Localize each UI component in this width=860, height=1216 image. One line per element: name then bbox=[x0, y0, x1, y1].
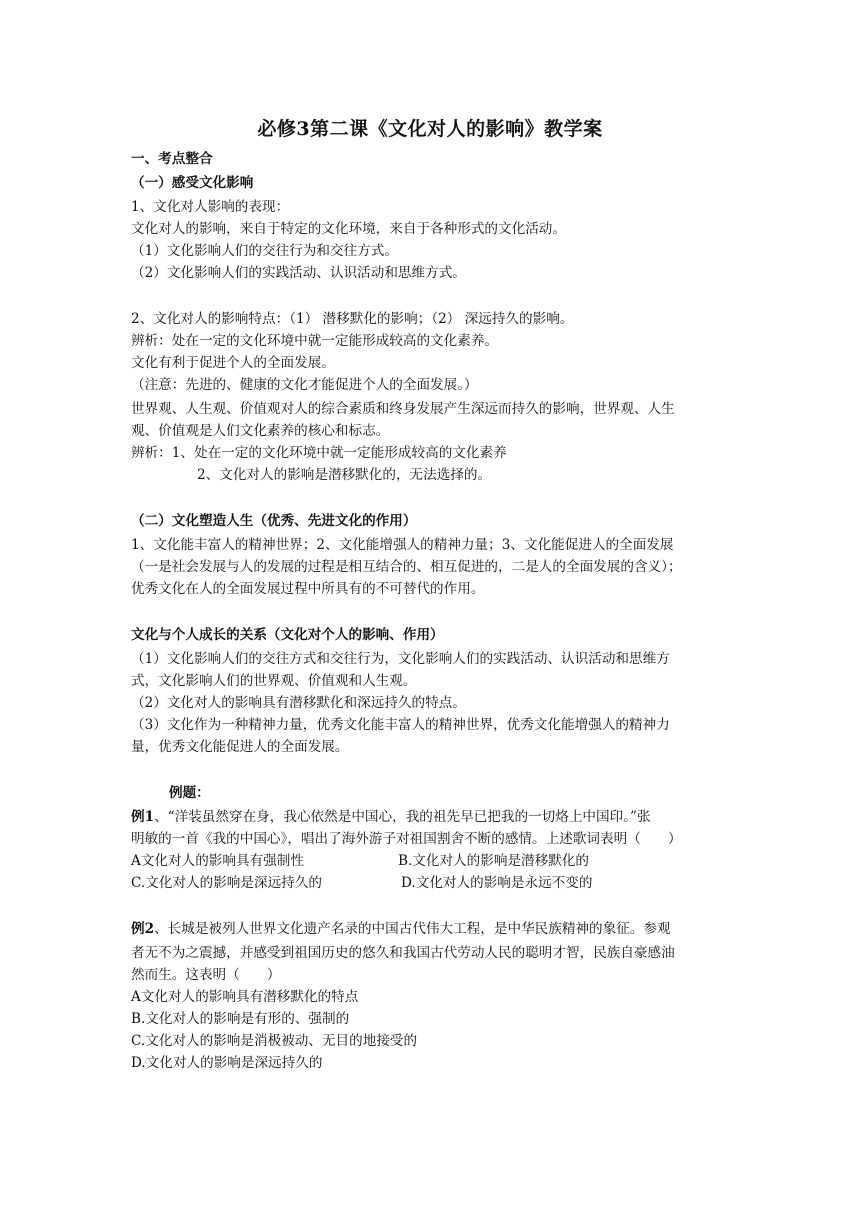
subsection-heading-1: （一）感受文化影响 bbox=[131, 175, 254, 191]
subsection-heading-2: （二）文化塑造人生（优秀、先进文化的作用） bbox=[131, 513, 417, 529]
example-2-line-2: 者无不为之震撼，并感受到祖国历史的悠久和我国古代劳动人民的聪明才智，民族自豪感油 bbox=[131, 945, 675, 961]
example-1-line-2: 明敏的一首《我的中国心》，唱出了海外游子对祖国割舍不断的感情。上述歌词表明（ ） bbox=[131, 831, 682, 847]
example-2-option-b: B.文化对人的影响是有形的、强制的 bbox=[131, 1011, 350, 1027]
text-line: 文化对人的影响，来自于特定的文化环境，来自于各种形式的文化活动。 bbox=[131, 221, 566, 237]
text-line: （2）文化对人的影响具有潜移默化和深远持久的特点。 bbox=[131, 695, 466, 711]
example-1-options-row-2 bbox=[131, 872, 743, 894]
text-line: 量，优秀文化能促进人的全面发展。 bbox=[131, 739, 349, 755]
example-2-line-1 bbox=[131, 918, 743, 940]
text-line: 式，文化影响人们的世界观、价值观和人生观。 bbox=[131, 673, 417, 689]
text-line: 世界观、人生观、价值观对人的综合素质和终身发展产生深远而持久的影响，世界观、人生 bbox=[131, 401, 675, 417]
example-2-line-3: 然而生。这表明（ ） bbox=[131, 967, 281, 983]
text-line: 1、文化能丰富人的精神世界；2、文化能增强人的精神力量；3、文化能促进人的全面发展 bbox=[131, 537, 674, 553]
text-line: 1、文化对人影响的表现： bbox=[131, 199, 290, 215]
example-1-label: 例1 bbox=[131, 809, 155, 825]
example-2-option-c: C.文化对人的影响是消极被动、无目的地接受的 bbox=[131, 1033, 418, 1049]
text-line: （2）文化影响人们的实践活动、认识活动和思维方式。 bbox=[131, 265, 466, 281]
example-1-line-1 bbox=[131, 806, 743, 828]
page-title: 必修3第二课《文化对人的影响》教学案 bbox=[257, 118, 603, 140]
text-line: （1）文化影响人们的交往行为和交往方式。 bbox=[131, 243, 398, 259]
text-line: 优秀文化在人的全面发展过程中所具有的不可替代的作用。 bbox=[131, 581, 485, 597]
example-2-option-d: D.文化对人的影响是深远持久的 bbox=[131, 1055, 323, 1071]
example-1-option-b: B.文化对人的影响是潜移默化的 bbox=[398, 853, 590, 869]
example-2-label: 例2 bbox=[131, 921, 155, 937]
text-line: 2、文化对人的影响是潜移默化的，无法选择的。 bbox=[197, 467, 492, 483]
text-line: （3）文化作为一种精神力量，优秀文化能丰富人的精神世界，优秀文化能增强人的精神力 bbox=[131, 717, 670, 733]
example-1-option-c: C.文化对人的影响是深远持久的 bbox=[131, 875, 322, 891]
text-line: （注意：先进的、健康的文化才能促进个人的全面发展。） bbox=[131, 377, 478, 393]
text-line: 2、文化对人的影响特点：（1） 潜移默化的影响；（2） 深远持久的影响。 bbox=[131, 311, 574, 327]
section-heading-1: 一、考点整合 bbox=[131, 151, 213, 167]
example-1-option-a: A文化对人的影响具有强制性 bbox=[131, 853, 304, 869]
example-1-text: 、“洋装虽然穿在身，我心依然是中国心，我的祖先早已把我的一切烙上中国印。”张 bbox=[154, 809, 651, 825]
example-2-text: 、长城是被列人世界文化遗产名录的中国古代伟大工程，是中华民族精神的象征。参观 bbox=[154, 921, 671, 937]
text-line: 辨析：处在一定的文化环境中就一定能形成较高的文化素养。 bbox=[131, 333, 499, 349]
text-line: 观、价值观是人们文化素养的核心和标志。 bbox=[131, 423, 390, 439]
examples-heading: 例题： bbox=[169, 785, 210, 801]
text-line: （一是社会发展与人的发展的过程是相互结合的、相互促进的，二是人的全面发展的含义）； bbox=[131, 559, 682, 575]
example-1-options-row-1 bbox=[131, 850, 743, 872]
example-2-option-a: A文化对人的影响具有潜移默化的特点 bbox=[131, 989, 359, 1005]
text-line: 文化有利于促进个人的全面发展。 bbox=[131, 355, 335, 371]
text-line: （1）文化影响人们的交往方式和交往行为，文化影响人们的实践活动、认识活动和思维方 bbox=[131, 651, 670, 667]
example-1-option-d: D.文化对人的影响是永远不变的 bbox=[401, 875, 593, 891]
section-heading-relation: 文化与个人成长的关系（文化对个人的影响、作用） bbox=[131, 627, 444, 643]
text-line: 辨析：1、处在一定的文化环境中就一定能形成较高的文化素养 bbox=[131, 445, 507, 461]
